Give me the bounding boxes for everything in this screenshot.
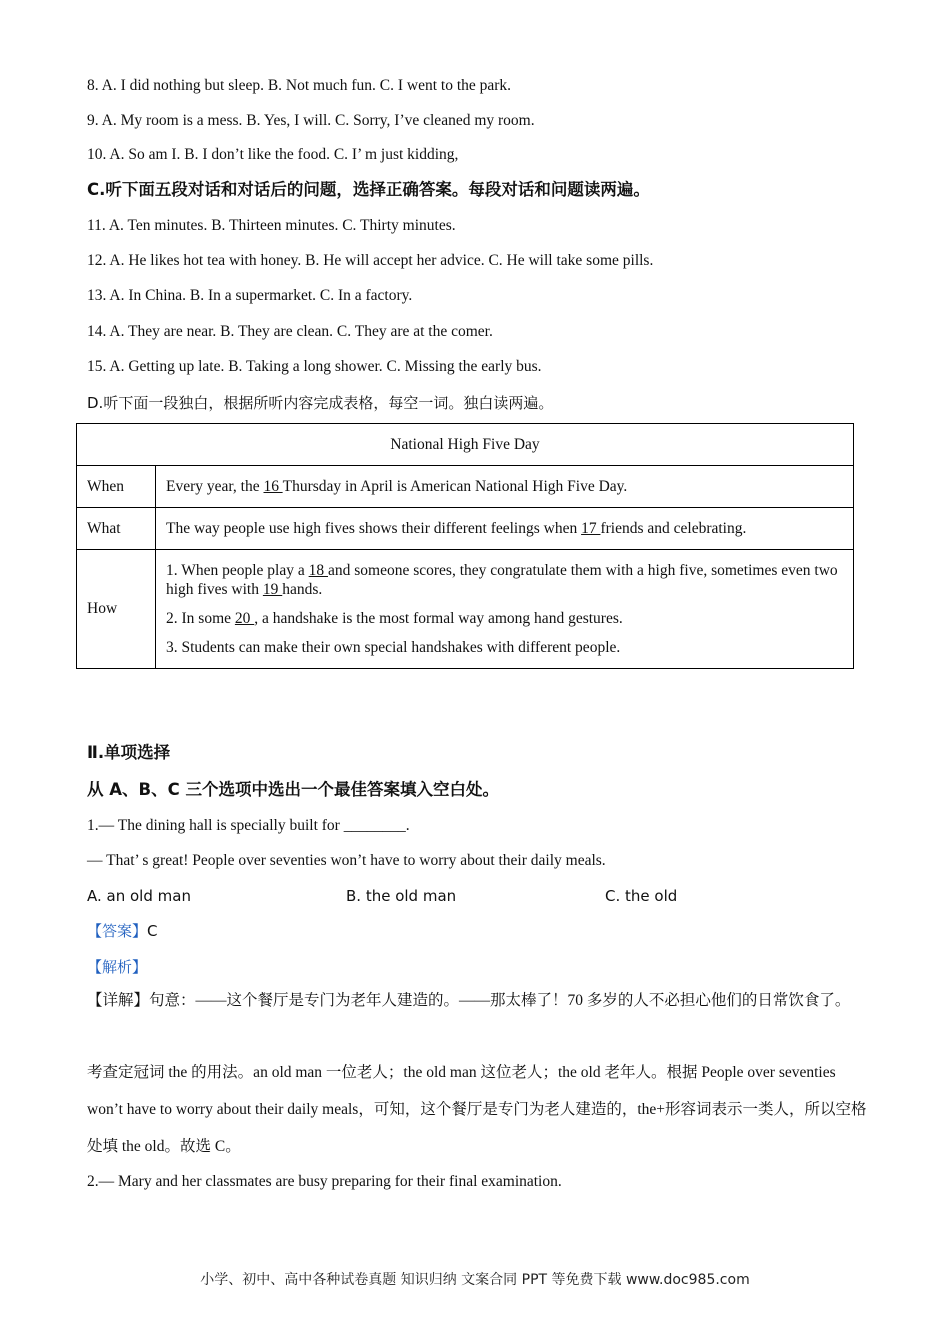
question-11-options: 11. A. Ten minutes. B. Thirteen minutes. C. Thirty minutes.	[87, 217, 456, 234]
row-label-when: When	[77, 466, 156, 508]
question-13-options: 13. A. In China. B. In a supermarket. C. In a factory.	[87, 287, 413, 304]
section-d-title: D.听下面一段独白，根据所听内容完成表格，每空一词。独白读两遍。	[87, 394, 554, 412]
what-text-post: friends and celebrating.	[600, 519, 747, 537]
how2-text-post: , a handshake is the most formal way among hand gestures.	[254, 610, 623, 627]
how-item-3: 3. Students can make their own special handshakes with different people.	[166, 639, 621, 656]
high-five-table	[76, 423, 854, 669]
page-footer: 小学、初中、高中各种试卷真题 知识归纳 文案合同 PPT 等免费下载 www.doc985.com	[200, 1272, 750, 1288]
answer-line	[87, 921, 158, 942]
how-item-1	[166, 561, 843, 599]
how-item-2	[166, 609, 843, 628]
question-10-options: 10. A. So am I. B. I don’t like the food. C. I’ m just kidding,	[87, 146, 459, 163]
row-label-what: What	[77, 508, 156, 550]
question-15-options: 15. A. Getting up late. B. Taking a long shower. C. Missing the early bus.	[87, 358, 542, 375]
how1-text-mid: and someone scores, they congratulate them with a high five, sometimes even two high fives with	[166, 562, 838, 598]
blank-17: 17	[581, 519, 601, 537]
when-text-pre: Every year, the	[166, 477, 264, 495]
section-c-title: C.听下面五段对话和对话后的问题，选择正确答案。每段对话和问题读两遍。	[87, 180, 650, 199]
row-label-how: How	[77, 550, 156, 669]
row-what-content	[156, 508, 854, 550]
answer-value: C	[147, 922, 158, 940]
row-how-content	[156, 550, 854, 669]
blank-19: 19	[262, 581, 283, 598]
option-b: B. the old man	[346, 887, 457, 905]
question-12-options: 12. A. He likes hot tea with honey. B. He will accept her advice. C. He will take some pills.	[87, 252, 654, 269]
how1-text-pre: 1. When people play a	[166, 562, 309, 579]
part-2-title: Ⅱ.单项选择	[87, 743, 171, 762]
explanation-paragraph: 考查定冠词 the 的用法。an old man 一位老人；the old man 这位老人；the old 老年人。根据 People over seventies won’t have to worry about their daily meals，可知，这个餐厅是专门为老人建造的，the+形容词表示一类人，所以空格处填 the old。故选 C。	[87, 1064, 867, 1155]
what-text-pre: The way people use high fives shows their different feelings when	[166, 519, 582, 537]
question-8-options: 8. A. I did nothing but sleep. B. Not much fun. C. I went to the park.	[87, 77, 512, 94]
question-14-options: 14. A. They are near. B. They are clean. C. They are at the comer.	[87, 323, 493, 340]
how1-text-post: hands.	[282, 581, 323, 598]
question-2-stem: 2.— Mary and her classmates are busy preparing for their final examination.	[87, 1173, 562, 1190]
blank-18: 18	[308, 562, 328, 579]
when-text-post: Thursday in April is American National High Five Day.	[282, 477, 628, 495]
question-9-options: 9. A. My room is a mess. B. Yes, I will. C. Sorry, I’ve cleaned my room.	[87, 112, 535, 129]
how2-text-pre: 2. In some	[166, 610, 235, 627]
question-1-reply: — That’ s great! People over seventies won’t have to worry about their daily meals.	[87, 852, 606, 869]
question-1-stem: 1.— The dining hall is specially built for ________.	[87, 817, 410, 834]
option-a: A. an old man	[87, 887, 191, 905]
analysis-label: 【解析】	[87, 958, 148, 976]
blank-20: 20	[234, 610, 255, 627]
option-c: C. the old	[605, 887, 678, 905]
blank-16: 16	[263, 477, 283, 495]
row-when-content	[156, 466, 854, 508]
answer-label: 【答案】	[87, 922, 148, 940]
table-title: National High Five Day	[77, 424, 854, 466]
detail-paragraph: 【详解】句意：——这个餐厅是专门为老年人建造的。——那太棒了！70 多岁的人不必担心他们的日常饮食了。	[87, 992, 851, 1009]
part-2-instruction: 从 A、B、C 三个选项中选出一个最佳答案填入空白处。	[87, 780, 499, 799]
